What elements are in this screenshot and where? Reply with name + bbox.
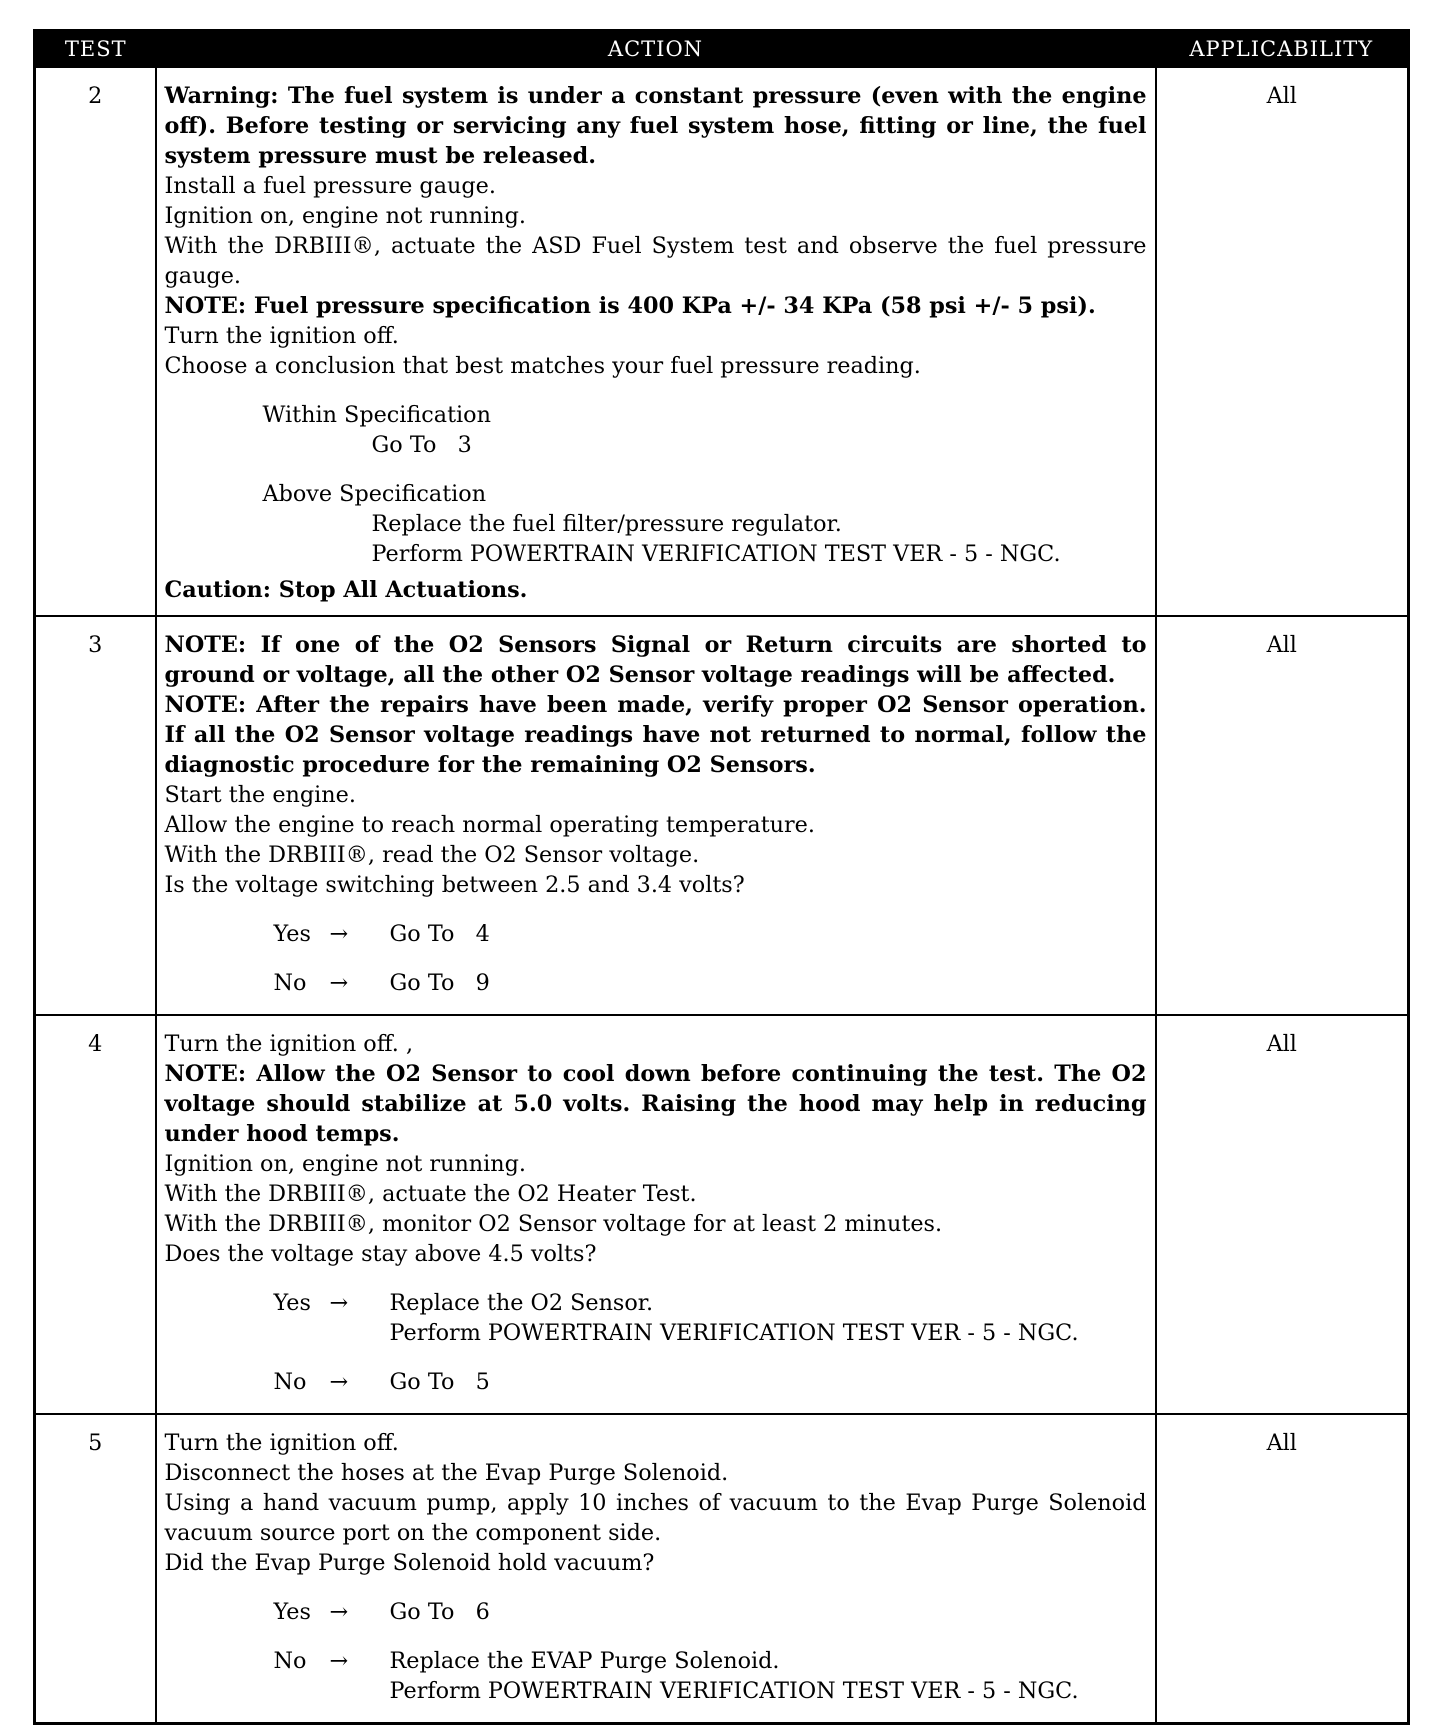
step-text: With the DRBIII®, read the O2 Sensor voltage. — [164, 842, 700, 868]
conclusion-result: Go To 3 — [371, 432, 472, 458]
caution-text: Caution: Stop All Actuations. — [164, 577, 528, 603]
table-row — [35, 616, 1409, 1015]
outcome-result: Replace the O2 Sensor. — [389, 1290, 654, 1316]
step-text: Did the Evap Purge Solenoid hold vacuum? — [164, 1550, 655, 1576]
no-outcome — [274, 1646, 1147, 1706]
step-text: Turn the ignition off. — [164, 323, 399, 349]
step-text: Choose a conclusion that best matches your fuel pressure reading. — [164, 353, 921, 379]
action-cell — [156, 1414, 1156, 1724]
arrow-icon: → — [329, 1599, 349, 1625]
outcome-result: Perform POWERTRAIN VERIFICATION TEST VER - 5 - NGC. — [389, 1678, 1079, 1704]
outcome-result: Go To 5 — [389, 1369, 490, 1395]
step-text: With the DRBIII®, actuate the O2 Heater Test. — [164, 1181, 697, 1207]
header-applicability: APPLICABILITY — [1156, 31, 1409, 68]
step-text: With the DRBIII®, actuate the ASD Fuel System test and observe the fuel pressure gauge. — [164, 233, 1147, 289]
step-text: Does the voltage stay above 4.5 volts? — [164, 1241, 597, 1267]
step-text: Start the engine. — [164, 782, 356, 808]
note-text: NOTE: Fuel pressure specification is 400 KPa +/- 34 KPa (58 psi +/- 5 psi). — [164, 293, 1096, 319]
table-row — [35, 1015, 1409, 1414]
action-cell — [156, 67, 1156, 616]
outcome-result: Go To 4 — [389, 921, 490, 947]
yes-label: Yes — [273, 921, 311, 947]
header-action: ACTION — [156, 31, 1156, 68]
yes-label: Yes — [273, 1599, 311, 1625]
no-outcome — [274, 1367, 1147, 1397]
no-outcome — [274, 968, 1147, 998]
note-text: NOTE: After the repairs have been made, verify proper O2 Sensor operation. If all the O2 Sensor voltage readings have not returned to normal, follow the diagnostic procedure for the remaining O2 Sensors. — [164, 692, 1147, 778]
conclusion-result: Perform POWERTRAIN VERIFICATION TEST VER - 5 - NGC. — [371, 541, 1061, 567]
diagnostic-table — [33, 29, 1410, 1725]
note-text: NOTE: Allow the O2 Sensor to cool down before continuing the test. The O2 voltage should stabilize at 5.0 volts. Raising the hood may help in reducing under hood temps. — [164, 1061, 1147, 1147]
test-number: 3 — [35, 616, 156, 1015]
yes-outcome — [274, 1288, 1147, 1348]
diagnostic-page — [33, 29, 1407, 1725]
arrow-icon: → — [329, 1648, 349, 1674]
arrow-icon: → — [329, 1369, 349, 1395]
conclusion-item — [263, 400, 1147, 460]
outcome-result: Go To 6 — [389, 1599, 490, 1625]
step-text: Ignition on, engine not running. — [164, 1151, 527, 1177]
conclusion-list — [263, 400, 1147, 569]
step-text: Disconnect the hoses at the Evap Purge Solenoid. — [164, 1460, 729, 1486]
step-text: Is the voltage switching between 2.5 and 3.4 volts? — [164, 872, 745, 898]
applicability-value: All — [1156, 616, 1409, 1015]
arrow-icon: → — [329, 970, 349, 996]
step-text: Ignition on, engine not running. — [164, 203, 527, 229]
outcome-list — [274, 919, 1147, 998]
outcome-result: Replace the EVAP Purge Solenoid. — [389, 1648, 780, 1674]
step-text: Install a fuel pressure gauge. — [164, 173, 496, 199]
step-text: Turn the ignition off. — [164, 1430, 399, 1456]
header-test: TEST — [35, 31, 156, 68]
table-header-row — [35, 31, 1409, 68]
yes-outcome — [274, 1597, 1147, 1627]
applicability-value: All — [1156, 1414, 1409, 1724]
step-text: With the DRBIII®, monitor O2 Sensor voltage for at least 2 minutes. — [164, 1211, 943, 1237]
conclusion-item — [263, 479, 1147, 569]
arrow-icon: → — [329, 1290, 349, 1316]
test-number: 4 — [35, 1015, 156, 1414]
step-text: Using a hand vacuum pump, apply 10 inches of vacuum to the Evap Purge Solenoid vacuum source port on the component side. — [164, 1490, 1147, 1546]
test-number: 5 — [35, 1414, 156, 1724]
step-text: Allow the engine to reach normal operating temperature. — [164, 812, 815, 838]
arrow-icon: → — [329, 921, 349, 947]
action-cell — [156, 616, 1156, 1015]
table-row — [35, 1414, 1409, 1724]
yes-label: Yes — [273, 1290, 311, 1316]
conclusion-label: Above Specification — [262, 481, 487, 507]
test-number: 2 — [35, 67, 156, 616]
applicability-value: All — [1156, 1015, 1409, 1414]
outcome-result: Perform POWERTRAIN VERIFICATION TEST VER - 5 - NGC. — [389, 1320, 1079, 1346]
no-label: No — [273, 1648, 307, 1674]
note-text: NOTE: If one of the O2 Sensors Signal or Return circuits are shorted to ground or voltage, all the other O2 Sensor voltage readings will be affected. — [164, 632, 1147, 688]
applicability-value: All — [1156, 67, 1409, 616]
outcome-list — [274, 1597, 1147, 1706]
outcome-list — [274, 1288, 1147, 1397]
warning-text: Warning: The fuel system is under a constant pressure (even with the engine off). Before testing or servicing any fuel system hose, fitting or line, the fuel system pressure must be released. — [164, 83, 1147, 169]
conclusion-label: Within Specification — [262, 402, 491, 428]
step-text: Turn the ignition off. , — [164, 1031, 414, 1057]
outcome-result: Go To 9 — [389, 970, 490, 996]
table-row — [35, 67, 1409, 616]
yes-outcome — [274, 919, 1147, 949]
action-cell — [156, 1015, 1156, 1414]
no-label: No — [273, 1369, 307, 1395]
conclusion-result: Replace the fuel filter/pressure regulator. — [371, 511, 842, 537]
no-label: No — [273, 970, 307, 996]
